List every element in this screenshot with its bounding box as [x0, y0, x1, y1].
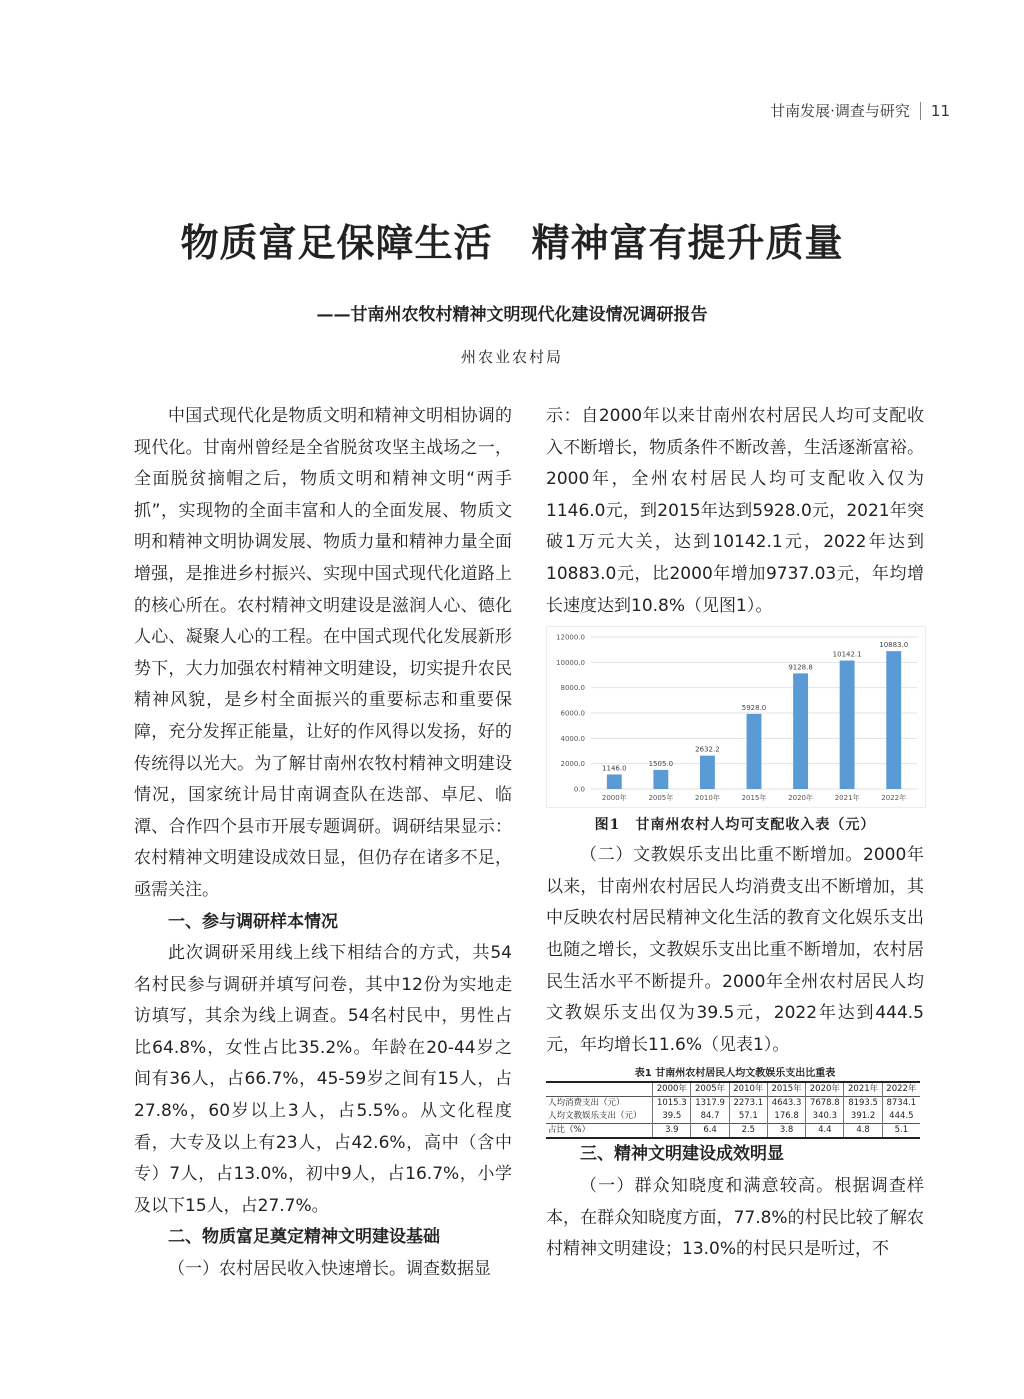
- bar: [607, 775, 622, 790]
- bar: [840, 661, 855, 789]
- data-label: 2632.2: [695, 745, 720, 754]
- table-column-header: 2021年: [844, 1082, 882, 1097]
- right-column: [546, 401, 924, 1266]
- journal-name: 甘南发展·调查与研究: [770, 102, 910, 120]
- data-label: 10883.0: [879, 641, 909, 650]
- table-cell: 340.3: [806, 1110, 844, 1124]
- table-row-label: 人均文教娱乐支出（元）: [548, 1111, 642, 1122]
- figure-caption: 图1 甘南州农村人均可支配收入表（元）: [594, 817, 876, 834]
- data-label: 1146.0: [602, 764, 627, 773]
- bar: [793, 674, 808, 790]
- table-column-header: 2005年: [691, 1082, 729, 1097]
- table-cell: 8193.5: [844, 1097, 882, 1111]
- table-cell: 5.1: [882, 1124, 920, 1139]
- bar: [700, 756, 715, 789]
- paragraph: 示：自2000年以来甘南州农村居民人均可支配收入不断增长，物质条件不断改善，生活逐渐富裕。2000年，全州农村居民人均可支配收入仅为1146.0元，到2015年达到5928.0元，2021年突破1万元大关，达到10142.1元，2022年达到10883.0元，比2000年增加9737.03元，年均增长速度达到10.8%（见图1）。: [546, 406, 924, 616]
- table-cell: 6.4: [691, 1124, 729, 1139]
- table-cell: 391.2: [844, 1110, 882, 1124]
- table-cell: 39.5: [653, 1110, 691, 1124]
- table-row-label: 占比（%）: [548, 1125, 591, 1136]
- table-column-header: 2010年: [729, 1082, 767, 1097]
- y-tick-label: 8000.0: [560, 684, 585, 693]
- data-label: 1505.0: [648, 760, 674, 769]
- table-cell: 4.4: [806, 1124, 844, 1139]
- table-cell: 3.8: [767, 1124, 805, 1139]
- table-column-header: 2015年: [767, 1082, 805, 1097]
- article-author: 州农业农村局: [460, 348, 563, 366]
- y-tick-label: 10000.0: [556, 658, 585, 667]
- table-cell: 2273.1: [729, 1097, 767, 1111]
- table-cell: 4643.3: [767, 1097, 805, 1111]
- table-title: 表1 甘南州农村居民人均文教娱乐支出比重表: [634, 1068, 836, 1080]
- expenditure-table: [546, 1081, 920, 1139]
- article-title: 物质富足保障生活 精神富有提升质量: [180, 220, 844, 265]
- x-tick-label: 2020年: [788, 794, 813, 803]
- data-label: 9128.8: [788, 663, 813, 672]
- table-row: [546, 1124, 920, 1139]
- table-column-header: 2020年: [806, 1082, 844, 1097]
- page-number: 11: [930, 101, 950, 120]
- bar: [886, 651, 901, 789]
- x-tick-label: 2022年: [881, 794, 907, 803]
- x-tick-label: 2005年: [648, 794, 674, 803]
- table-cell: 176.8: [767, 1110, 805, 1124]
- paragraph: （一）农村居民收入快速增长。调查数据显: [168, 1259, 491, 1280]
- y-tick-label: 6000.0: [560, 709, 585, 718]
- data-label: 10142.1: [832, 650, 862, 659]
- section-heading: 二、物质富足奠定精神文明建设基础: [168, 1227, 440, 1248]
- table-column-header: 2022年: [882, 1082, 920, 1097]
- table-cell: 57.1: [729, 1110, 767, 1124]
- header-divider: [920, 102, 921, 120]
- running-header: [770, 100, 950, 121]
- table-row: [546, 1110, 920, 1124]
- paragraph: （一）群众知晓度和满意较高。根据调查样本，在群众知晓度方面，77.8%的村民比较了解农村精神文明建设；13.0%的村民只是听过，不: [546, 1175, 924, 1260]
- x-tick-label: 2021年: [834, 794, 860, 803]
- y-tick-label: 2000.0: [560, 760, 585, 769]
- article-subtitle: ——甘南州农牧村精神文明现代化建设情况调研报告: [316, 305, 708, 325]
- table-header-row: [546, 1082, 920, 1097]
- x-tick-label: 2015年: [741, 794, 767, 803]
- table-cell: 8734.1: [882, 1097, 920, 1111]
- section-heading: 一、参与调研样本情况: [168, 911, 338, 932]
- paragraph: 中国式现代化是物质文明和精神文明相协调的现代化。甘南州曾经是全省脱贫攻坚主战场之一，全面脱贫摘帽之后，物质文明和精神文明“两手抓”，实现物的全面丰富和人的全面发展、物质文明和精神文明协调发展、物质力量和精神力量全面增强，是推进乡村振兴、实现中国式现代化道路上的核心所在。农村精神文明建设是滋润人心、德化人心、凝聚人心的工程。在中国式现代化发展新形势下，大力加强农村精神文明建设，切实提升农民精神风貌，是乡村全面振兴的重要标志和重要保障，充分发挥正能量，让好的作风得以发扬，好的传统得以光大。为了解甘南州农牧村精神文明建设情况，国家统计局甘南调查队在迭部、卓尼、临潭、合作四个县市开展专题调研。调研结果显示：农村精神文明建设成效日显，但仍存在诸多不足，亟需关注。: [134, 406, 512, 900]
- y-tick-label: 12000.0: [556, 633, 585, 642]
- bar: [653, 770, 668, 789]
- y-tick-label: 4000.0: [560, 734, 585, 743]
- x-tick-label: 2000年: [601, 794, 627, 803]
- y-tick-label: 0.0: [573, 785, 585, 794]
- table-column-header: [546, 1082, 653, 1097]
- table-cell: 1317.9: [691, 1097, 729, 1111]
- paragraph: （二）文教娱乐支出比重不断增加。2000年以来，甘南州农村居民人均消费支出不断增加，其中反映农村居民精神文化生活的教育文化娱乐支出也随之增长，文教娱乐支出比重不断增加，农村居民生活水平不断提升。2000年全州农村居民人均文教娱乐支出仅为39.5元，2022年达到444.5元，年均增长11.6%（见表1）。: [546, 845, 924, 1055]
- table-cell: 1015.3: [653, 1097, 691, 1111]
- table-cell: 444.5: [882, 1110, 920, 1124]
- x-tick-label: 2010年: [695, 794, 720, 803]
- table-row-label: 人均消费支出（元）: [548, 1098, 625, 1109]
- chart-svg: [547, 627, 925, 807]
- paragraph: 此次调研采用线上线下相结合的方式，共54名村民参与调研并填写问卷，其中12份为实地走访填写，其余为线上调查。54名村民中，男性占比64.8%，女性占比35.2%。年龄在20-44岁之间有36人，占66.7%，45-59岁之间有15人，占27.8%，60岁以上3人，占5.5%。从文化程度看，大专及以上有23人，占42.6%，高中（含中专）7人，占13.0%，初中9人，占16.7%，小学及以下15人，占27.7%。: [134, 943, 512, 1216]
- table-cell: 4.8: [844, 1124, 882, 1139]
- bar: [747, 714, 762, 789]
- left-column: [134, 401, 512, 1286]
- table-cell: 84.7: [691, 1110, 729, 1124]
- table-row: [546, 1097, 920, 1111]
- data-label: 5928.0: [741, 704, 767, 713]
- income-bar-chart: [546, 626, 926, 808]
- table-cell: 7678.8: [806, 1097, 844, 1111]
- table-column-header: 2000年: [653, 1082, 691, 1097]
- table-cell: 3.9: [653, 1124, 691, 1139]
- table-cell: 2.5: [729, 1124, 767, 1139]
- section-heading: 三、精神文明建设成效明显: [580, 1144, 784, 1165]
